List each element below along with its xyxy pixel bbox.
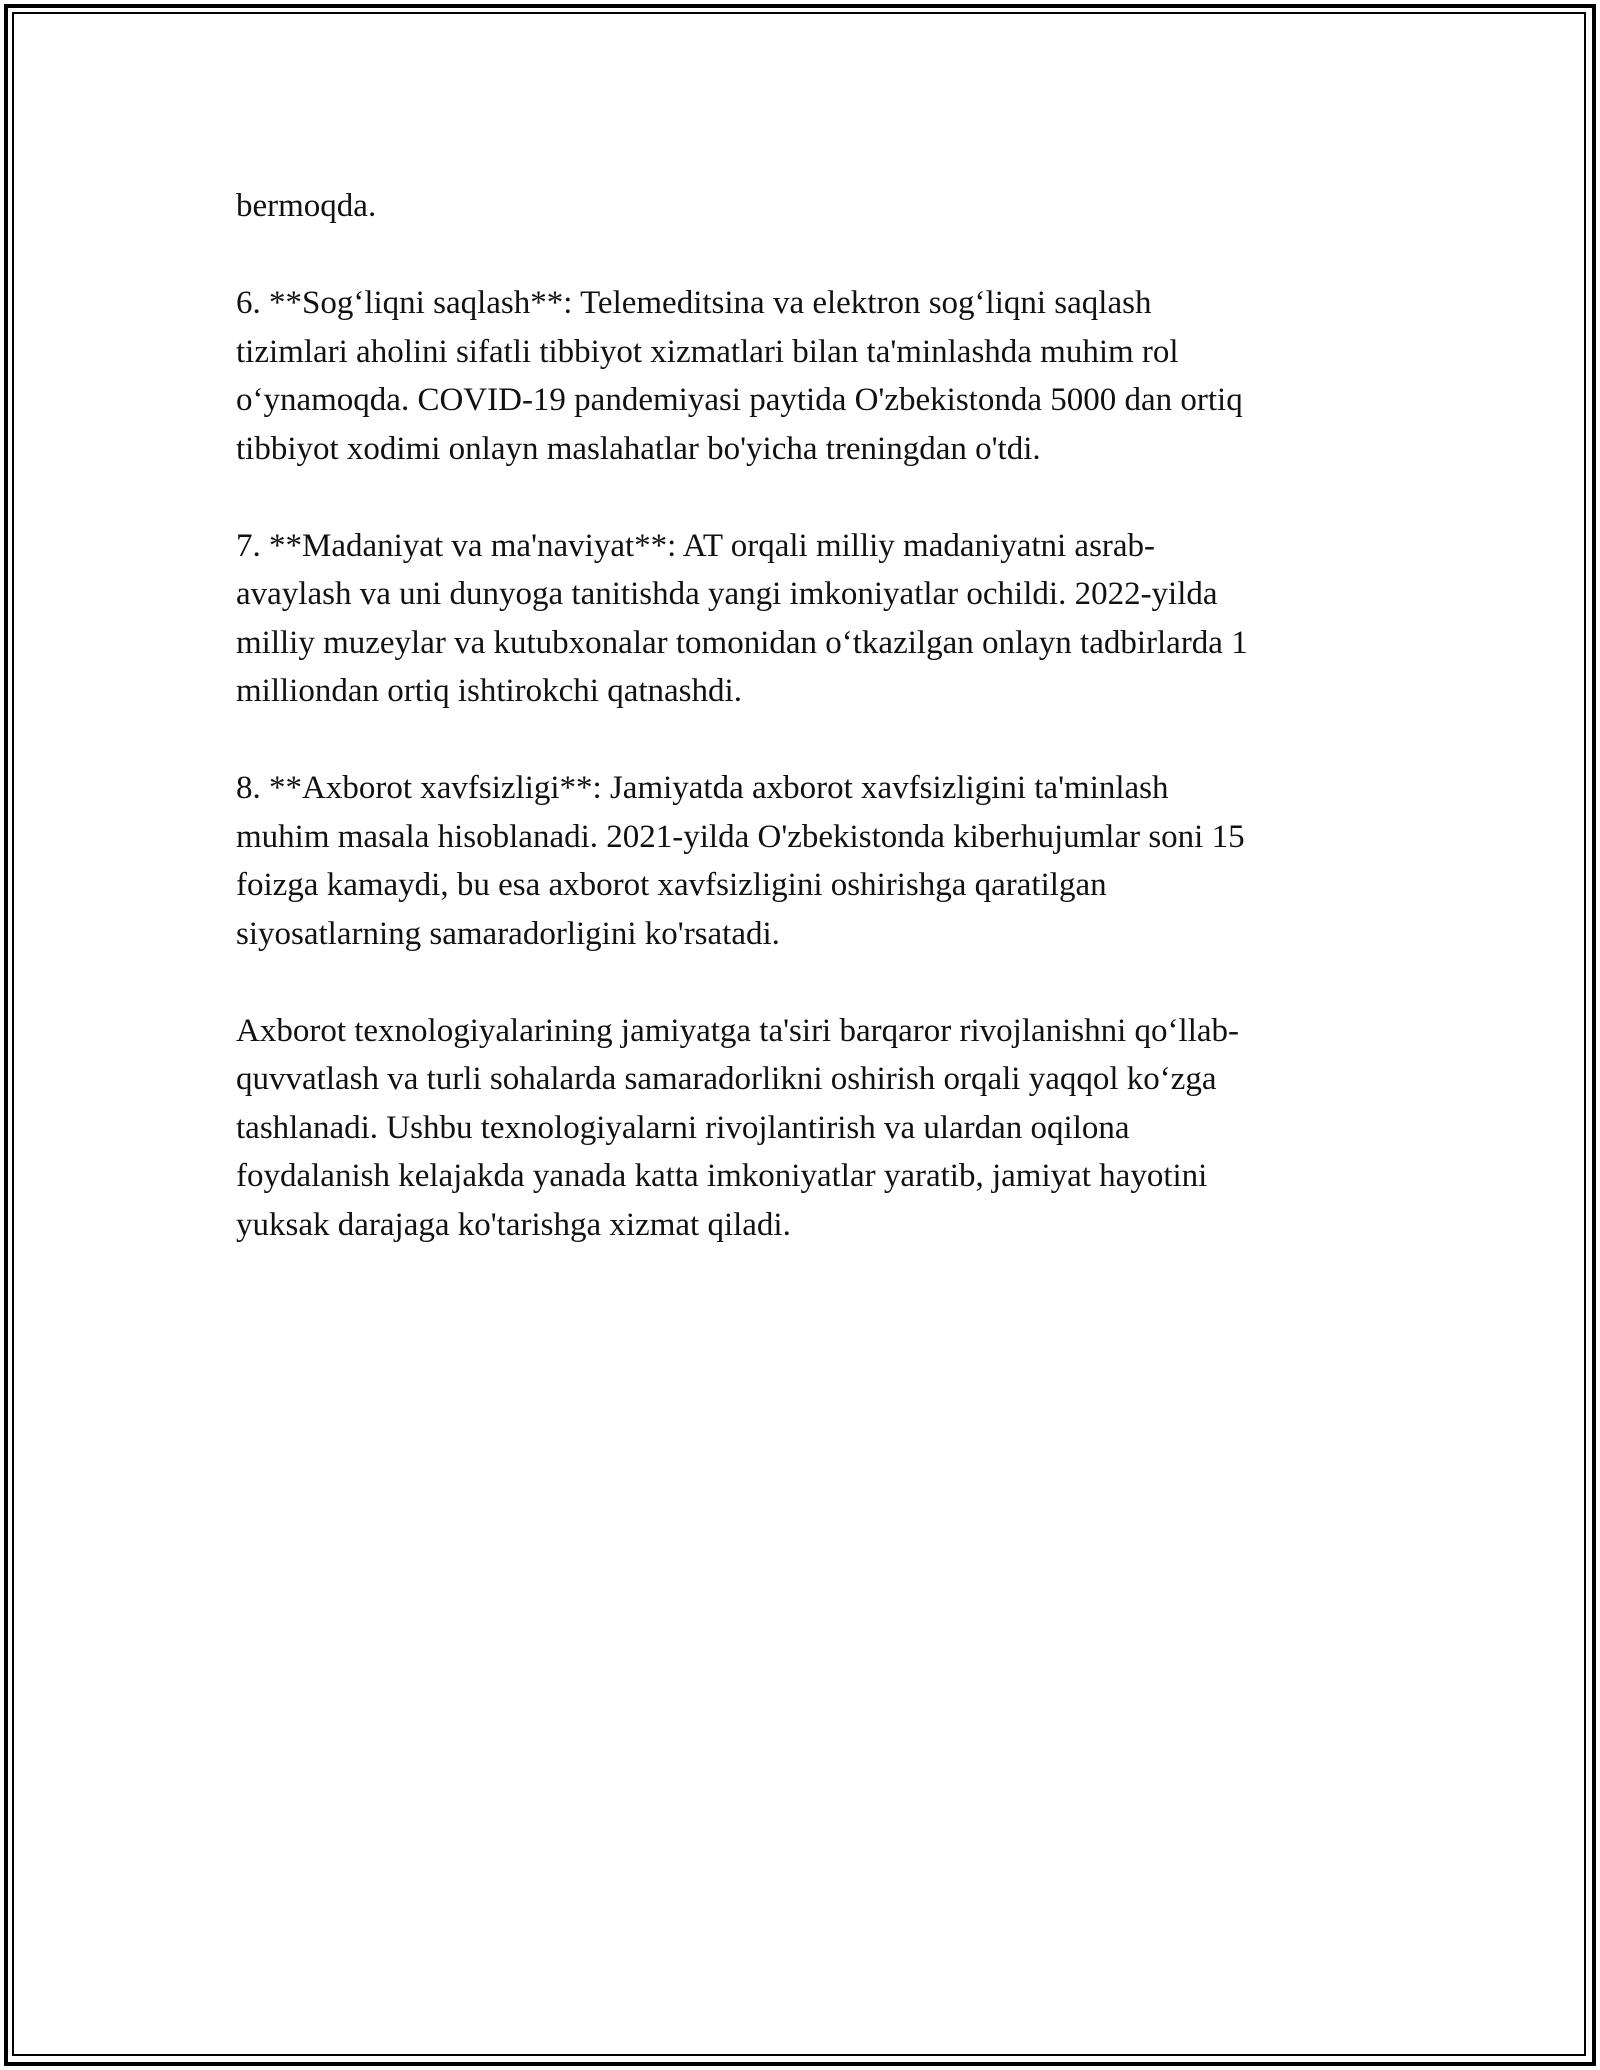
paragraph-continuation: bermoqda.	[236, 188, 377, 224]
paragraph-conclusion: Axborot texnologiyalarining jamiyatga ta'siri barqaror rivojlanishni qo‘llab- quvvatlash va turli sohalarda samaradorlikni oshirish orqali yaqqol ko‘zga tashlanadi. Ushbu texnologiyalarni rivojlantirish va ulardan oqilona foydalanish kelajakda yanada katta imkoniyatlar yaratib, jamiyat hayotini yuksak darajaga ko'tarishga xizmat qiladi.	[236, 1012, 1240, 1243]
document-body	[236, 182, 1366, 1298]
paragraph-healthcare: 6. **Sog‘liqni saqlash**: Telemeditsina va elektron sog‘liqni saqlash tizimlari aholini sifatli tibbiyot xizmatlari bilan ta'minlashda muhim rol o‘ynamoqda. COVID-19 pandemiyasi paytida O'zbekistonda 5000 dan ortiq tibbiyot xodimi onlayn maslahatlar bo'yicha treningdan o'tdi.	[236, 285, 1243, 467]
paragraph-information-security: 8. **Axborot xavfsizligi**: Jamiyatda axborot xavfsizligini ta'minlash muhim masala hisoblanadi. 2021-yilda O'zbekistonda kiberhujumlar soni 15 foizga kamaydi, bu esa axborot xavfsizligini oshirishga qaratilgan siyosatlarning samaradorligini ko'rsatadi.	[236, 770, 1245, 952]
paragraph-culture: 7. **Madaniyat va ma'naviyat**: AT orqali milliy madaniyatni asrab- avaylash va uni dunyoga tanitishda yangi imkoniyatlar ochildi. 2022-yilda milliy muzeylar va kutubxonalar tomonidan o‘tkazilgan onlayn tadbirlarda 1 milliondan ortiq ishtirokchi qatnashdi.	[236, 527, 1248, 709]
